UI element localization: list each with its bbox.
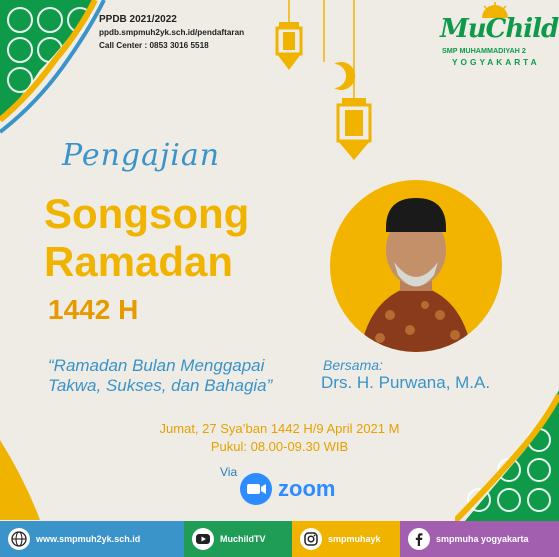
website-label: www.smpmuh2yk.sch.id (36, 534, 141, 544)
speaker-illustration (330, 180, 502, 352)
event-theme (48, 356, 272, 396)
top-left-ornament (0, 0, 110, 150)
theme-line2: Takwa, Sukses, dan Bahagia” (48, 376, 273, 395)
event-title-line1: Songsong (44, 190, 250, 237)
speaker-name: Drs. H. Purwana, M.A. (321, 373, 491, 392)
footer-facebook[interactable] (400, 521, 559, 557)
via-label: Via (220, 465, 238, 479)
zoom-icon (240, 473, 272, 505)
speaker-photo (330, 180, 502, 352)
school-logo (440, 2, 559, 72)
logo-city: YOGYAKARTA (452, 57, 540, 67)
with-label: Bersama: (323, 357, 383, 373)
theme-line1: “Ramadan Bulan Menggapai (48, 356, 265, 375)
instagram-label: smpmuhayk (328, 534, 381, 544)
event-year: 1442 H (48, 294, 139, 325)
event-time: Pukul: 08.00-09.30 WIB (210, 439, 349, 454)
globe-icon (8, 528, 30, 550)
zoom-wordmark: zoom (278, 476, 336, 501)
footer-instagram[interactable] (292, 521, 400, 557)
facebook-icon (408, 528, 430, 550)
logo-school: SMP MUHAMMADIYAH 2 (442, 46, 526, 55)
facebook-label: smpmuha yogyakarta (436, 534, 529, 544)
footer-website[interactable] (0, 521, 184, 557)
instagram-icon (300, 528, 322, 550)
footer-youtube[interactable] (184, 521, 292, 557)
youtube-icon (192, 528, 214, 550)
ppdb-label: PPDB 2021/2022 (99, 14, 177, 25)
event-date: Jumat, 27 Sya’ban 1442 H/9 April 2021 M (159, 421, 400, 436)
logo-brand: MuChild (440, 14, 559, 44)
header-info (99, 13, 244, 52)
call-center: Call Center : 0853 3016 5518 (99, 41, 209, 50)
lantern-decoration (272, 0, 392, 170)
youtube-label: MuchildTV (220, 534, 266, 544)
event-type: Pengajian (62, 138, 221, 173)
event-title-line2: Ramadan (44, 238, 234, 285)
registration-url: ppdb.smpmuh2yk.sch.id/pendaftaran (99, 28, 245, 37)
social-footer (0, 521, 559, 557)
event-schedule (0, 420, 559, 456)
